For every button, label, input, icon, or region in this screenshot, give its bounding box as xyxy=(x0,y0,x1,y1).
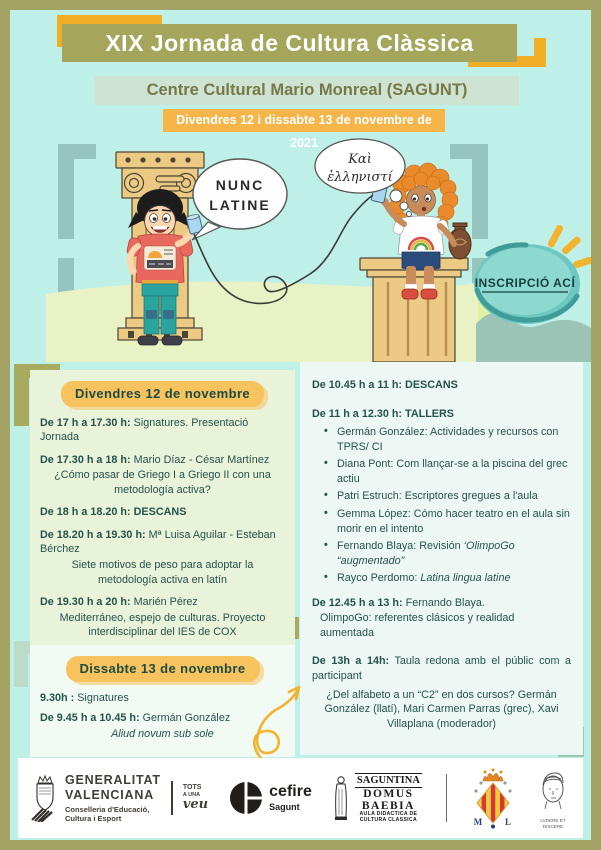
workshop-item xyxy=(324,457,571,486)
item-time: De 17.30 h a 18 h: xyxy=(40,453,131,466)
item-text: Fernando Blaya. xyxy=(402,596,485,609)
item-subtitle: Siete motivos de peso para adoptar la metodología activa en latín xyxy=(71,559,254,586)
item-time: De 18 h a 18.20 h: xyxy=(40,506,131,519)
workshop-italic: Latina lingua latine xyxy=(420,572,511,585)
item-text: TALLERS xyxy=(402,407,455,420)
schedule-item xyxy=(312,596,571,641)
speech-text-line2: LATINE xyxy=(209,197,271,213)
inscription-button[interactable] xyxy=(474,224,591,324)
gva-name-line1: GENERALITAT xyxy=(65,773,161,788)
shield-letter-l: L xyxy=(504,817,511,827)
schedule-item xyxy=(40,505,285,520)
divider xyxy=(446,774,447,822)
divider xyxy=(171,781,173,815)
schedule-item xyxy=(40,528,285,587)
date-banner xyxy=(163,109,445,150)
item-time: De 12.45 h a 13 h: xyxy=(312,596,403,609)
workshop-list xyxy=(324,425,571,586)
workshop-text: Gemma López: Cómo hacer teatro en el aula sin morir en el intento xyxy=(337,507,570,535)
baebia-sub2: CULTURA CLASSICA xyxy=(359,816,418,823)
item-subtitle: Mediterráneo, espejo de culturas. Proyecto interdisciplinar del IES de COX xyxy=(59,611,266,639)
cefire-place: Sagunt xyxy=(269,802,300,812)
gva-slogan xyxy=(183,784,208,812)
cefire-name: cefire xyxy=(269,783,312,800)
friday-schedule-card xyxy=(30,370,295,656)
right-schedule-card xyxy=(300,362,583,755)
item-time: De 18.20 h a 19.30 h: xyxy=(40,528,146,541)
page-title: XIX Jornada de Cultura Clàssica xyxy=(105,30,474,56)
title-band xyxy=(62,24,517,62)
generalitat-crest-icon xyxy=(30,774,60,822)
schedule-item xyxy=(312,407,571,422)
speech-text-line1: NUNC xyxy=(215,177,265,193)
speech-bubble xyxy=(192,159,287,240)
workshop-text: Fernando Blaya: Revisión xyxy=(337,540,464,553)
workshop-text: Rayco Perdomo: xyxy=(337,572,421,585)
head-caption-line2: DISCERE xyxy=(542,823,564,829)
item-time: De 9.45 h a 10.45 h: xyxy=(40,712,140,725)
item-text: Signatures. Presentació Jornada xyxy=(40,416,249,444)
schedule-item xyxy=(312,654,571,731)
gva-dept-line1: Conselleria d'Educació, xyxy=(65,804,150,814)
baebia-line3: BAEBIA xyxy=(361,800,415,813)
item-time: De 13h a 14h: xyxy=(312,655,390,668)
venue-subtitle: Centre Cultural Mario Monreal (SAGUNT) xyxy=(146,81,468,99)
logo-classical-head xyxy=(535,767,571,829)
item-subtitle: ¿Cómo pasar de Griego I a Griego II con una metodología activa? xyxy=(54,469,271,496)
baebia-line2: DOMUS xyxy=(363,787,414,800)
shield-letter-m: M xyxy=(473,817,483,827)
workshop-italic: ‘OlimpoGo “augmentado” xyxy=(337,540,515,567)
corner-accent-yellow-br2 xyxy=(534,38,546,67)
workshop-item xyxy=(324,507,571,536)
cefire-circle-icon xyxy=(228,780,264,816)
schedule-item xyxy=(312,378,571,393)
schedule-item xyxy=(40,453,285,498)
workshop-text: Patri Estruch: Escriptores gregues a l'aula xyxy=(337,490,538,503)
workshop-item xyxy=(324,489,571,504)
workshop-text: Germán González: Actividades y recursos con TPRS/ CI xyxy=(337,426,559,453)
item-text: Signatures xyxy=(74,691,129,704)
item-time: De 17 h a 17.30 h: xyxy=(40,416,131,429)
workshop-item xyxy=(324,571,571,586)
gva-department xyxy=(65,805,161,823)
logo-domus-baebia xyxy=(332,773,422,823)
thought-text-line1: Καὶ xyxy=(348,152,372,167)
sponsor-logo-band xyxy=(18,758,583,838)
item-time: De 11 h a 12.30 h: xyxy=(312,407,403,420)
gva-slogan-line1: TOTS xyxy=(182,783,202,791)
item-time: 9.30h : xyxy=(40,691,75,704)
gva-slogan-line2: A UNA xyxy=(182,791,201,798)
gva-slogan-line3: veu xyxy=(182,796,209,812)
item-text: Mario Díaz - César Martínez xyxy=(130,453,270,466)
sagunt-coat-of-arms-icon xyxy=(471,767,515,829)
workshop-item xyxy=(324,425,571,454)
thought-text-line2: ἑλληνιστί xyxy=(327,170,393,185)
poster-inner xyxy=(10,10,591,840)
item-text: DESCANS xyxy=(130,506,187,519)
head-caption xyxy=(535,818,571,829)
date-text: Divendres 12 i dissabte 13 de novembre de 2021 xyxy=(176,113,432,150)
head-caption-line1: LVDERE ET xyxy=(540,818,566,823)
gva-name xyxy=(65,773,161,802)
logo-generalitat-valenciana xyxy=(30,773,208,823)
workshop-item xyxy=(324,539,571,568)
classical-kids-illustration xyxy=(10,132,591,362)
gva-name-line2: VALENCIANA xyxy=(65,787,155,802)
item-text: DESCANS xyxy=(402,379,458,391)
item-text: Germán González xyxy=(139,712,231,725)
item-text: Taula redona amb el públic com a participant xyxy=(312,655,571,682)
item-time: De 19.30 h a 20 h: xyxy=(40,596,131,609)
classical-head-sketch-icon xyxy=(535,767,571,813)
baebia-sub1: AULA DIDACTICA DE xyxy=(359,811,418,818)
item-subtitle: ¿Del alfabeto a un “C2” en dos cursos? Germán González (llatí), Mari Carmen Parras (grec), Xavi Villaplana (moderador) xyxy=(324,688,559,730)
item-time: De 10.45 h a 11 h: xyxy=(312,379,403,391)
item-text: Mª Luisa Aguilar - Esteban Bérchez xyxy=(40,528,276,556)
subtitle-band xyxy=(95,76,519,105)
baebia-line1: SAGUNTINA xyxy=(355,773,422,788)
gva-dept-line2: Cultura i Esport xyxy=(65,813,122,823)
item-text: Marién Pérez xyxy=(130,596,198,609)
statue-icon xyxy=(332,775,350,821)
schedule-item xyxy=(40,595,285,640)
inscription-button-label: INSCRIPCIÓ ACÍ xyxy=(474,276,576,290)
logo-cefire xyxy=(228,780,312,816)
item-subtitle-italic: Aliud novum sub sole xyxy=(111,727,214,740)
item-subtitle: OlimpoGo: referentes clásicos y realidad aumentada xyxy=(320,612,515,639)
saturday-heading: Dissabte 13 de novembre xyxy=(66,656,260,682)
workshop-text: Diana Pont: Com llançar-se a la piscina del grec actiu xyxy=(337,458,568,485)
friday-heading: Divendres 12 de novembre xyxy=(61,381,264,407)
schedule-item xyxy=(40,416,285,445)
